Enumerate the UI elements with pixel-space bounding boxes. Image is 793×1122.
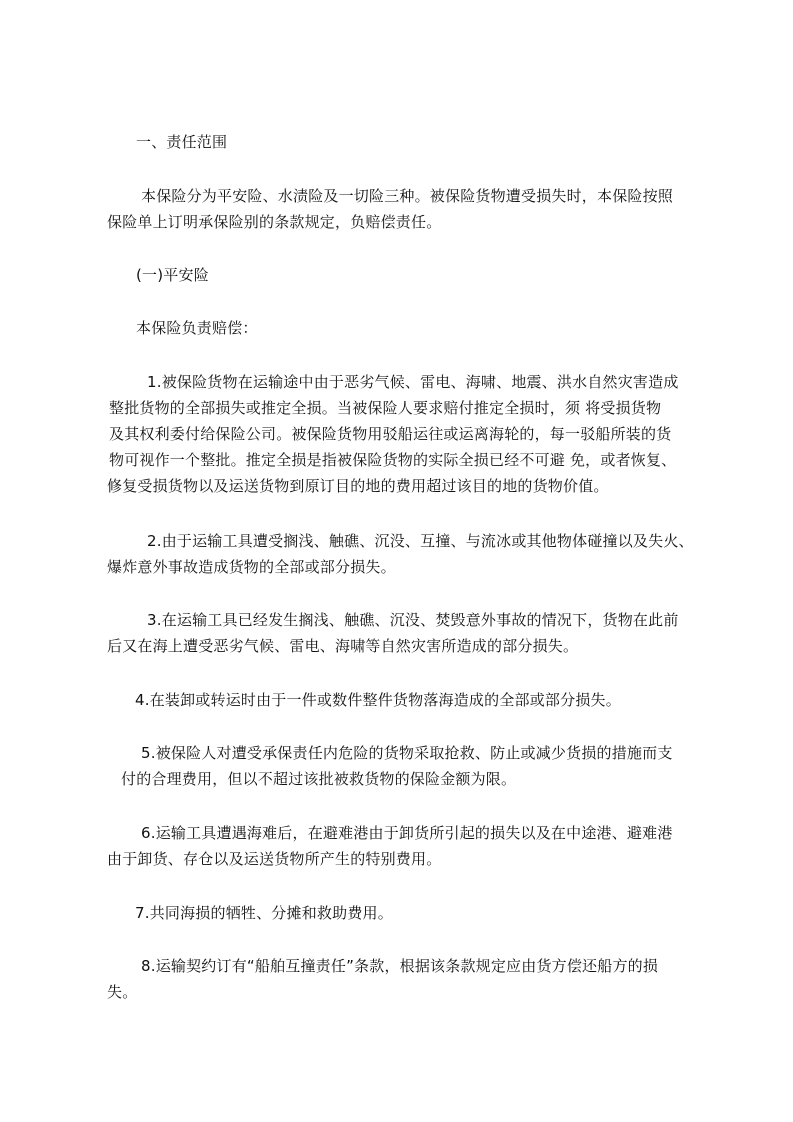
text-line: 付的合理费用，但以不超过该批被救货物的保险金额为限。 xyxy=(121,770,517,788)
text-line: 7.共同海损的牺牲、分摊和救助费用。 xyxy=(135,904,393,922)
text-line: 物可视作一个整批。推定全损是指被保险货物的实际全损已经不可避 免，或者恢复、 xyxy=(109,451,677,469)
text-line: 爆炸意外事故造成货物的全部或部分损失。 xyxy=(107,558,396,576)
clause-item-7 xyxy=(107,900,393,926)
clause-item-8 xyxy=(107,953,658,1005)
clause-item-1 xyxy=(107,369,679,499)
clause-item-5 xyxy=(107,740,673,792)
section-heading-text: 一、责任范围 xyxy=(136,133,228,151)
text-line: 6.运输工具遭遇海难后，在避难港由于卸货所引起的损失以及在中途港、避难港 xyxy=(141,824,673,842)
text-line: 8.运输契约订有“船舶互撞责任”条款，根据该条款规定应由货方偿还船方的损 xyxy=(141,957,659,975)
text-line: 4.在装卸或转运时由于一件或数件整件货物落海造成的全部或部分损失。 xyxy=(135,691,621,709)
subheading xyxy=(136,262,209,288)
subheading-text: (一)平安险 xyxy=(136,266,209,284)
text-line: 由于卸货、存仓以及运送货物所产生的特别费用。 xyxy=(107,850,442,868)
section-heading xyxy=(136,129,227,155)
clause-item-4 xyxy=(107,687,621,713)
text-line: 2.由于运输工具遭受搁浅、触礁、沉没、互撞、与流冰或其他物体碰撞以及失火、 xyxy=(147,532,694,550)
text-line: 5.被保险人对遭受承保责任内危险的货物采取抢救、防止或减少货损的措施而支 xyxy=(141,744,673,762)
lead-paragraph xyxy=(136,315,258,341)
text-line: 及其权利委付给保险公司。被保险货物用驳船运往或运离海轮的，每一驳船所装的货 xyxy=(109,425,672,443)
intro-paragraph xyxy=(107,183,673,235)
text-line: 整批货物的全部损失或推定全损。当被保险人要求赔付推定全损时，须 将受损货物 xyxy=(109,399,662,417)
lead-text: 本保险负责赔偿： xyxy=(136,319,258,337)
text-line: 1.被保险货物在运输途中由于恶劣气候、雷电、海啸、地震、洪水自然灾害造成 xyxy=(147,373,679,391)
clause-item-6 xyxy=(107,820,673,872)
clause-item-3 xyxy=(107,607,679,659)
text-line: 修复受损货物以及运送货物到原订目的地的费用超过该目的地的货物价值。 xyxy=(107,477,609,495)
text-line: 保险单上订明承保险别的条款规定，负赔偿责任。 xyxy=(107,213,442,231)
text-line: 本保险分为平安险、水渍险及一切险三种。被保险货物遭受损失时，本保险按照 xyxy=(141,187,674,205)
text-line: 后又在海上遭受恶劣气候、雷电、海啸等自然灾害所造成的部分损失。 xyxy=(107,637,579,655)
clause-item-2 xyxy=(107,528,694,580)
text-line: 3.在运输工具已经发生搁浅、触礁、沉没、焚毁意外事故的情况下，货物在此前 xyxy=(147,611,679,629)
text-line: 失。 xyxy=(107,983,138,1001)
